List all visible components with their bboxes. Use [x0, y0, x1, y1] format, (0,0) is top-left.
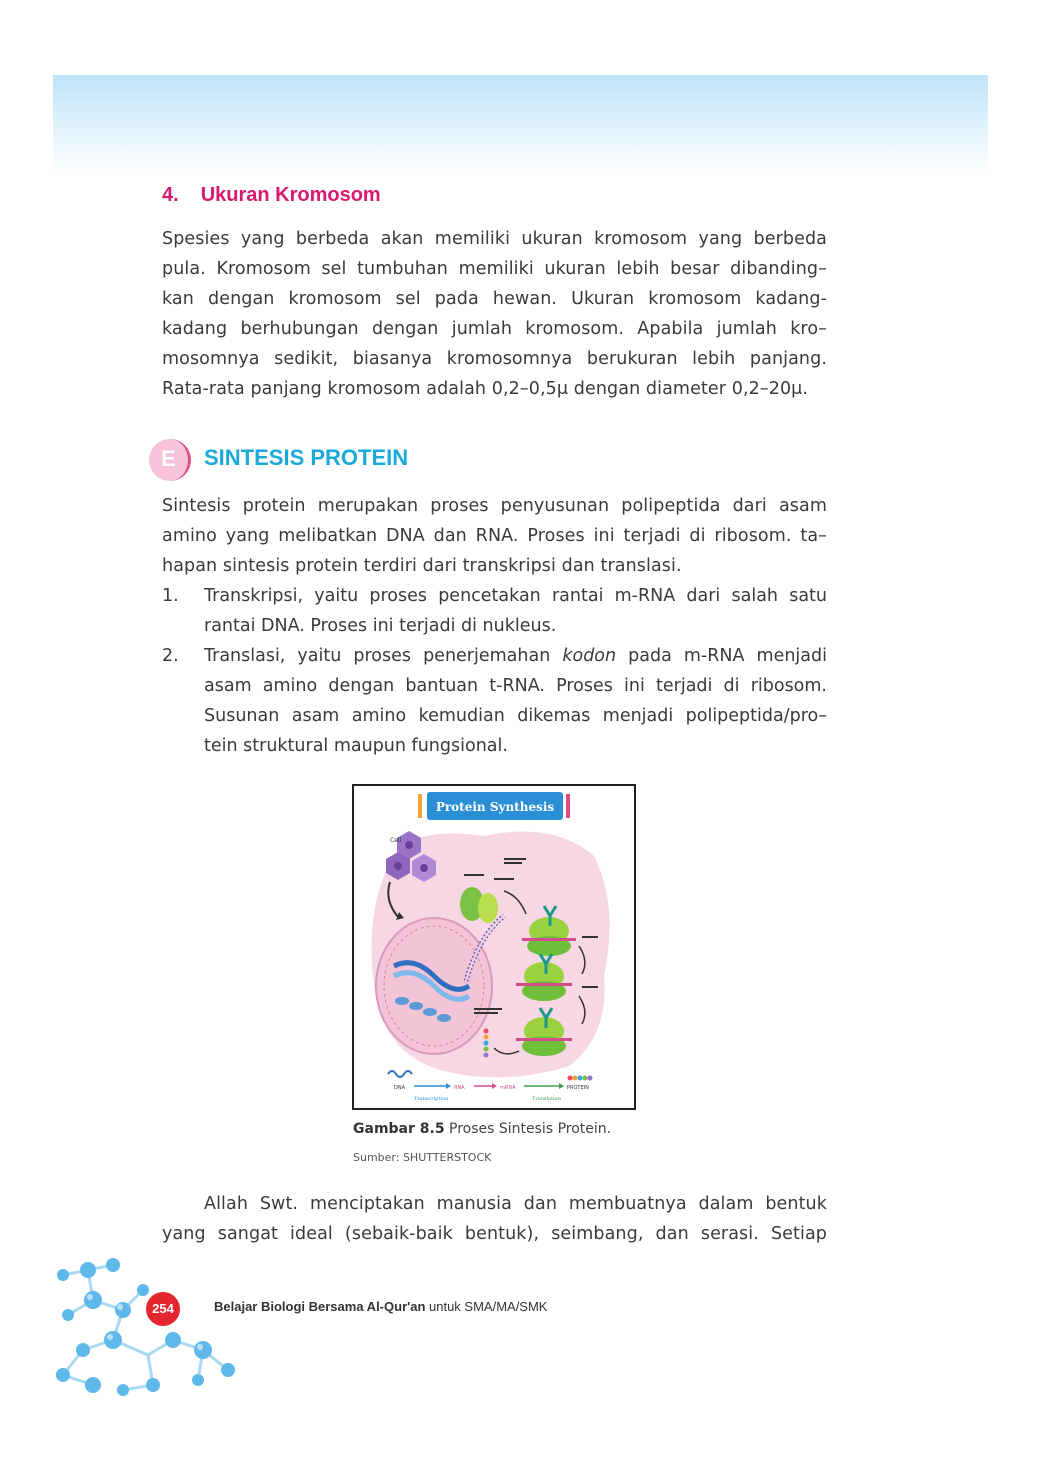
figure-caption-label: Gambar 8.5 [353, 1121, 445, 1137]
section-4-number: 4. [162, 184, 179, 206]
flow-rna: RNA [454, 1085, 465, 1091]
page-number: 254 [146, 1292, 180, 1326]
list-item-line: rantai DNA. Proses ini terjadi di nukleus. [204, 616, 557, 636]
book-title-bold: Belajar Biologi Bersama Al-Qur'an [214, 1299, 426, 1314]
flow-translation: Translation [532, 1096, 561, 1102]
list-item [162, 581, 827, 641]
cell-label: Cell [390, 837, 402, 844]
paragraph-line: yang sangat ideal (sebaik-baik bentuk), seimbang, dan serasi. Setiap [162, 1224, 827, 1244]
list-item-line: asam amino dengan bantuan t-RNA. Proses ini terjadi di ribosom. [204, 676, 827, 696]
section-4-heading [162, 184, 381, 207]
list-item-text: pada m-RNA menjadi [616, 646, 827, 666]
figure-caption [353, 1121, 611, 1137]
book-title-footer [214, 1299, 547, 1314]
section-e-badge: E [149, 439, 191, 481]
list-item-number: 2. [162, 646, 179, 666]
flow-dna: DNA [394, 1085, 406, 1091]
molecule-decoration-icon [53, 1255, 243, 1405]
paragraph-line: hapan sintesis protein terdiri dari transkripsi dan translasi. [162, 556, 682, 576]
figure-source: Sumber: SHUTTERSTOCK [353, 1151, 492, 1164]
figure-caption-text: Proses Sintesis Protein. [444, 1121, 612, 1137]
section-4-paragraph [162, 224, 827, 404]
book-title-rest: untuk SMA/MA/SMK [425, 1299, 548, 1314]
flow-transcription: Transcription [414, 1096, 449, 1102]
flow-protein: PROTEIN [567, 1085, 589, 1091]
list-item-emphasis: kodon [562, 646, 617, 666]
closing-paragraph [162, 1189, 827, 1249]
paragraph-line: kadang berhubungan dengan jumlah kromosom. Apabila jumlah kro– [162, 319, 827, 339]
paragraph-line: pula. Kromosom sel tumbuhan memiliki ukuran lebih besar dibanding– [162, 259, 827, 279]
paragraph-line: amino yang melibatkan DNA dan RNA. Proses ini terjadi di ribosom. ta– [162, 526, 827, 546]
list-item [162, 641, 827, 761]
section-4-title: Ukuran Kromosom [200, 184, 381, 206]
list-item-text: Translasi, yaitu proses penerjemahan [204, 646, 563, 666]
paragraph-line: Rata-rata panjang kromosom adalah 0,2–0,5μ dengan diameter 0,2–20μ. [162, 379, 809, 399]
list-item-line: tein struktural maupun fungsional. [204, 736, 508, 756]
protein-synthesis-figure [352, 784, 636, 1110]
flow-mrna: mRNA [500, 1085, 516, 1091]
header-band [53, 75, 988, 175]
list-item-line [204, 641, 827, 671]
section-e-intro [162, 491, 827, 581]
paragraph-line: Sintesis protein merupakan proses penyusunan polipeptida dari asam [162, 496, 827, 516]
list-item-line: Transkripsi, yaitu proses pencetakan rantai m-RNA dari salah satu [204, 586, 827, 606]
paragraph-line: kan dengan kromosom sel pada hewan. Ukuran kromosom kadang- [162, 289, 827, 309]
figure-title: Protein Synthesis [435, 800, 555, 814]
list-item-number: 1. [162, 586, 179, 606]
paragraph-line: mosomnya sedikit, biasanya kromosomnya berukuran lebih panjang. [162, 349, 827, 369]
section-e-title: SINTESIS PROTEIN [204, 445, 409, 470]
list-item-line: Susunan asam amino kemudian dikemas menjadi polipeptida/pro– [204, 706, 827, 726]
paragraph-line: Spesies yang berbeda akan memiliki ukuran kromosom yang berbeda [162, 229, 827, 249]
synthesis-steps-list [162, 581, 827, 761]
protein-synthesis-illustration [354, 786, 634, 1108]
paragraph-line: Allah Swt. menciptakan manusia dan membuatnya dalam bentuk [204, 1194, 827, 1214]
